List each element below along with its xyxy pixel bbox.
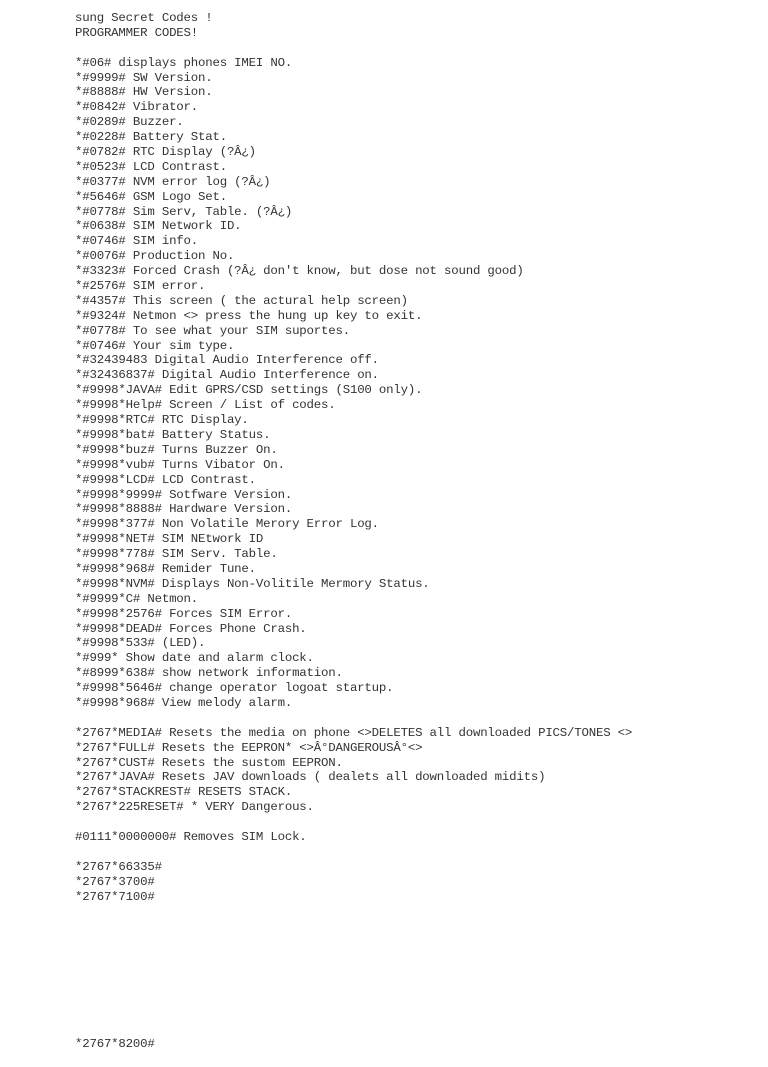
codes-list-section-2 xyxy=(75,726,755,815)
code-line: *#8888# HW Version. xyxy=(75,85,213,100)
document-page xyxy=(75,11,755,904)
code-line: *#0778# Sim Serv, Table. (?Â¿) xyxy=(75,204,293,219)
code-line: *#0523# LCD Contrast. xyxy=(75,159,227,174)
code-line: *#0782# RTC Display (?Â¿) xyxy=(75,145,256,160)
spacer xyxy=(75,845,755,860)
code-line: *2767*8200# xyxy=(75,1036,155,1051)
code-line: *#0778# To see what your SIM suportes. xyxy=(75,323,350,338)
codes-list-section-5 xyxy=(75,1007,155,1067)
code-line: *#0638# SIM Network ID. xyxy=(75,219,242,234)
code-line: *#9998*2576# Forces SIM Error. xyxy=(75,606,293,621)
code-line: *#0228# Battery Stat. xyxy=(75,130,227,145)
code-line: *#9998*Help# Screen / List of codes. xyxy=(75,398,336,413)
code-line: *2767*66335# xyxy=(75,859,162,874)
code-line: *#9998*5646# change operator logoat startup. xyxy=(75,681,394,696)
codes-list-section-3 xyxy=(75,830,755,845)
code-line: *2767*3700# xyxy=(75,874,155,889)
code-line: *#9998*bat# Battery Status. xyxy=(75,427,271,442)
code-line: *#4357# This screen ( the actural help screen) xyxy=(75,293,408,308)
code-line: *#9998*NVM# Displays Non-Volitile Mermory Status. xyxy=(75,576,430,591)
code-line: *#9998*533# (LED). xyxy=(75,636,206,651)
code-line: *#9998*LCD# LCD Contrast. xyxy=(75,472,256,487)
spacer xyxy=(75,41,755,56)
code-line: *#9998*buz# Turns Buzzer On. xyxy=(75,442,278,457)
code-line: *#9999# SW Version. xyxy=(75,70,213,85)
codes-list-section-1 xyxy=(75,56,755,711)
spacer xyxy=(75,815,755,830)
code-line: *#32436837# Digital Audio Interference on. xyxy=(75,368,379,383)
code-line: *#9998*NET# SIM NEtwork ID xyxy=(75,532,264,547)
code-line: *#0377# NVM error log (?Â¿) xyxy=(75,174,271,189)
code-line: *#06# displays phones IMEI NO. xyxy=(75,55,293,70)
code-line: *#0746# Your sim type. xyxy=(75,338,235,353)
code-line: *#9324# Netmon <> press the hung up key to exit. xyxy=(75,308,423,323)
code-line: *2767*225RESET# * VERY Dangerous. xyxy=(75,800,314,815)
code-line: *#9998*968# Remider Tune. xyxy=(75,561,256,576)
code-line: *#0746# SIM info. xyxy=(75,234,199,249)
code-line: *#0842# Vibrator. xyxy=(75,100,199,115)
code-line: *2767*STACKREST# RESETS STACK. xyxy=(75,785,293,800)
code-line: *#9998*8888# Hardware Version. xyxy=(75,502,293,517)
code-line: *2767*7100# xyxy=(75,889,155,904)
code-line: *2767*MEDIA# Resets the media on phone <>DELETES all downloaded PICS/TONES <> xyxy=(75,725,633,740)
code-line: *#2576# SIM error. xyxy=(75,279,206,294)
code-line: *#9998*DEAD# Forces Phone Crash. xyxy=(75,621,307,636)
code-line: *#3323# Forced Crash (?Â¿ don't know, but dose not sound good) xyxy=(75,264,524,279)
code-line: *#8999*638# show network information. xyxy=(75,666,343,681)
codes-list-section-4 xyxy=(75,860,755,905)
code-line: *#9998*JAVA# Edit GPRS/CSD settings (S100 only). xyxy=(75,383,423,398)
code-line: *2767*JAVA# Resets JAV downloads ( dealets all downloaded midits) xyxy=(75,770,546,785)
code-line: #0111*0000000# Removes SIM Lock. xyxy=(75,829,307,844)
document-subtitle: PROGRAMMER CODES! xyxy=(75,25,199,40)
code-line: *2767*CUST# Resets the sustom EEPRON. xyxy=(75,755,343,770)
code-line: *#9998*968# View melody alarm. xyxy=(75,695,293,710)
code-line: *#0289# Buzzer. xyxy=(75,115,184,130)
code-line: *#5646# GSM Logo Set. xyxy=(75,189,227,204)
code-line: *#9998*778# SIM Serv. Table. xyxy=(75,547,278,562)
spacer xyxy=(75,711,755,726)
code-line: *2767*FULL# Resets the EEPRON* <>Â°DANGEROUSÂ°<> xyxy=(75,740,423,755)
code-line: *#999* Show date and alarm clock. xyxy=(75,651,314,666)
document-title: sung Secret Codes ! xyxy=(75,11,213,25)
code-line: *#9998*377# Non Volatile Merory Error Log. xyxy=(75,517,379,532)
code-line: *#9998*RTC# RTC Display. xyxy=(75,413,249,428)
code-line: *#32439483 Digital Audio Interference off. xyxy=(75,353,379,368)
code-line: *#0076# Production No. xyxy=(75,249,235,264)
code-line: *#9998*vub# Turns Vibator On. xyxy=(75,457,285,472)
code-line: *#9999*C# Netmon. xyxy=(75,591,199,606)
code-line: *#9998*9999# Sotfware Version. xyxy=(75,487,293,502)
